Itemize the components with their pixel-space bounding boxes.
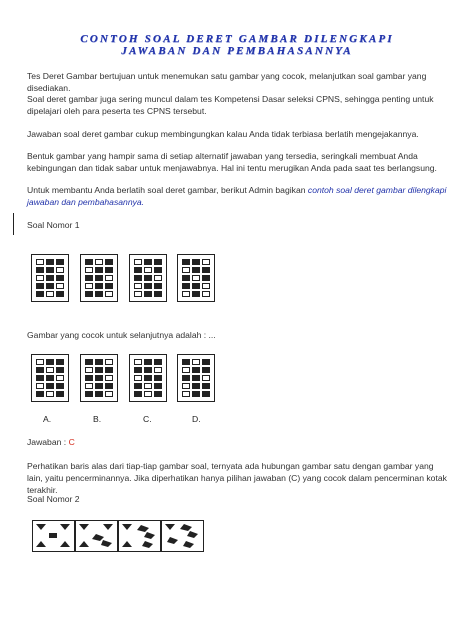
filled-square xyxy=(192,259,200,265)
filled-square xyxy=(105,383,113,389)
empty-square xyxy=(56,283,64,289)
empty-square xyxy=(134,283,142,289)
filled-square xyxy=(192,283,200,289)
paragraph-cpns: Soal deret gambar juga sering muncul dalam tes Kompetensi Dasar seleksi CPNS, sehingga penting untuk dipelajari oleh para peserta tes CPNS tersebut. xyxy=(27,94,434,116)
filled-square xyxy=(192,383,200,389)
filled-square xyxy=(105,259,113,265)
empty-square xyxy=(105,359,113,365)
soal1-tile xyxy=(80,254,118,302)
filled-square xyxy=(192,367,200,373)
filled-square xyxy=(154,267,162,273)
filled-square xyxy=(134,383,142,389)
soal2-figure xyxy=(118,520,161,552)
soal1-tile xyxy=(177,254,215,302)
filled-square xyxy=(144,283,152,289)
empty-square xyxy=(134,375,142,381)
filled-square xyxy=(154,359,162,365)
empty-square xyxy=(36,259,44,265)
option-tile-d[interactable] xyxy=(177,354,215,402)
answer-value: C xyxy=(68,437,75,447)
empty-square xyxy=(154,367,162,373)
filled-square xyxy=(202,359,210,365)
empty-square xyxy=(105,391,113,397)
filled-square xyxy=(134,367,142,373)
filled-square xyxy=(105,283,113,289)
filled-square xyxy=(46,275,54,281)
soal1-tile xyxy=(129,254,167,302)
filled-square xyxy=(56,275,64,281)
filled-square xyxy=(56,367,64,373)
empty-square xyxy=(134,359,142,365)
filled-square xyxy=(154,391,162,397)
filled-square xyxy=(46,259,54,265)
empty-square xyxy=(105,275,113,281)
filled-square xyxy=(192,291,200,297)
soal2-figure-row xyxy=(32,520,204,552)
filled-square xyxy=(85,391,93,397)
filled-square xyxy=(182,283,190,289)
filled-square xyxy=(85,359,93,365)
filled-square xyxy=(46,375,54,381)
filled-square xyxy=(95,383,103,389)
filled-square xyxy=(46,359,54,365)
filled-square xyxy=(134,391,142,397)
empty-square xyxy=(182,367,190,373)
filled-square xyxy=(144,375,152,381)
help-link[interactable]: contoh soal deret gambar dilengkapi jawaban dan pembahasannya. xyxy=(27,185,447,207)
filled-square xyxy=(56,383,64,389)
filled-square xyxy=(95,359,103,365)
filled-square xyxy=(182,275,190,281)
option-label-c: C. xyxy=(143,414,152,424)
filled-square xyxy=(95,391,103,397)
empty-square xyxy=(182,291,190,297)
empty-square xyxy=(46,291,54,297)
empty-square xyxy=(56,267,64,273)
filled-square xyxy=(182,259,190,265)
filled-square xyxy=(95,275,103,281)
help-text: Untuk membantu Anda berlatih soal deret gambar, berikut Admin bagikan xyxy=(27,185,308,195)
text-cursor xyxy=(13,213,14,235)
empty-square xyxy=(85,267,93,273)
filled-square xyxy=(85,259,93,265)
filled-square xyxy=(182,359,190,365)
empty-square xyxy=(144,383,152,389)
filled-square xyxy=(154,259,162,265)
empty-square xyxy=(202,283,210,289)
empty-square xyxy=(85,283,93,289)
empty-square xyxy=(46,367,54,373)
page-title-line2: JAWABAN DAN PEMBAHASANNYA xyxy=(121,45,353,57)
soal2-figure xyxy=(161,520,204,552)
filled-square xyxy=(144,275,152,281)
filled-square xyxy=(202,367,210,373)
empty-square xyxy=(192,359,200,365)
filled-square xyxy=(56,359,64,365)
filled-square xyxy=(85,375,93,381)
explanation: Perhatikan baris alas dari tiap-tiap gambar soal, ternyata ada hubungan gambar satu dengan gambar yang lain, yaitu pencerminannya. Jika diperhatikan hanya pilihan jawaban (C) yang cocok dalam pencerminan kotak terakhir. xyxy=(27,461,447,495)
filled-square xyxy=(202,383,210,389)
empty-square xyxy=(202,259,210,265)
paragraph-difficulty: Jawaban soal deret gambar cukup membingungkan kalau Anda tidak terbiasa berlatih mengejakannya. xyxy=(27,129,419,139)
filled-square xyxy=(95,375,103,381)
paragraph-intro: Tes Deret Gambar bertujuan untuk menemukan satu gambar yang cocok, melanjutkan soal gambar yang disediakan. xyxy=(27,71,427,93)
filled-square xyxy=(56,291,64,297)
filled-square xyxy=(85,291,93,297)
filled-square xyxy=(36,391,44,397)
filled-square xyxy=(46,267,54,273)
option-label-d: D. xyxy=(192,414,201,424)
empty-square xyxy=(95,259,103,265)
page-title-line1: CONTOH SOAL DERET GAMBAR DILENGKAPI xyxy=(80,33,394,45)
filled-square xyxy=(36,267,44,273)
filled-square xyxy=(56,259,64,265)
filled-square xyxy=(144,367,152,373)
answer-line xyxy=(27,436,447,448)
empty-square xyxy=(36,275,44,281)
empty-square xyxy=(144,267,152,273)
empty-square xyxy=(134,259,142,265)
empty-square xyxy=(36,383,44,389)
empty-square xyxy=(182,267,190,273)
empty-square xyxy=(105,291,113,297)
filled-square xyxy=(192,267,200,273)
question-text: Gambar yang cocok untuk selanjutnya adalah : ... xyxy=(27,330,216,340)
filled-square xyxy=(154,383,162,389)
empty-square xyxy=(182,391,190,397)
filled-square xyxy=(105,367,113,373)
paragraph-confusion: Bentuk gambar yang hampir sama di setiap alternatif jawaban yang tersedia, seringkali membuat Anda kebingungan dan tidak sabar untuk menjawabnya. Hal ini tentu merugikan Anda pada saat tes berlangsung. xyxy=(27,151,437,173)
filled-square xyxy=(144,359,152,365)
filled-square xyxy=(36,291,44,297)
empty-square xyxy=(202,375,210,381)
filled-square xyxy=(154,283,162,289)
filled-square xyxy=(192,391,200,397)
empty-square xyxy=(202,291,210,297)
filled-square xyxy=(95,283,103,289)
option-label-a: A. xyxy=(43,414,52,424)
soal1-label: Soal Nomor 1 xyxy=(27,220,80,230)
soal2-figure xyxy=(32,520,75,552)
empty-square xyxy=(182,383,190,389)
filled-square xyxy=(202,391,210,397)
empty-square xyxy=(144,391,152,397)
empty-square xyxy=(85,383,93,389)
empty-square xyxy=(105,375,113,381)
filled-square xyxy=(46,383,54,389)
filled-square xyxy=(134,275,142,281)
filled-square xyxy=(36,375,44,381)
option-tile-c[interactable] xyxy=(129,354,167,402)
filled-square xyxy=(95,367,103,373)
filled-square xyxy=(36,283,44,289)
paragraph-help xyxy=(27,184,447,208)
empty-square xyxy=(154,275,162,281)
filled-square xyxy=(95,267,103,273)
empty-square xyxy=(192,275,200,281)
filled-square xyxy=(182,375,190,381)
filled-square xyxy=(105,267,113,273)
option-tile-a[interactable] xyxy=(31,354,69,402)
filled-square xyxy=(202,275,210,281)
filled-square xyxy=(154,291,162,297)
filled-square xyxy=(36,367,44,373)
option-tile-b[interactable] xyxy=(80,354,118,402)
soal2-figure xyxy=(75,520,118,552)
filled-square xyxy=(154,375,162,381)
filled-square xyxy=(85,275,93,281)
empty-square xyxy=(134,291,142,297)
empty-square xyxy=(56,375,64,381)
option-label-b: B. xyxy=(93,414,102,424)
filled-square xyxy=(134,267,142,273)
filled-square xyxy=(144,259,152,265)
empty-square xyxy=(85,367,93,373)
empty-square xyxy=(36,359,44,365)
filled-square xyxy=(95,291,103,297)
filled-square xyxy=(144,291,152,297)
soal1-tile xyxy=(31,254,69,302)
answer-label: Jawaban : xyxy=(27,437,69,447)
filled-square xyxy=(56,391,64,397)
filled-square xyxy=(192,375,200,381)
soal2-label: Soal Nomor 2 xyxy=(27,494,80,504)
filled-square xyxy=(46,283,54,289)
empty-square xyxy=(46,391,54,397)
filled-square xyxy=(202,267,210,273)
